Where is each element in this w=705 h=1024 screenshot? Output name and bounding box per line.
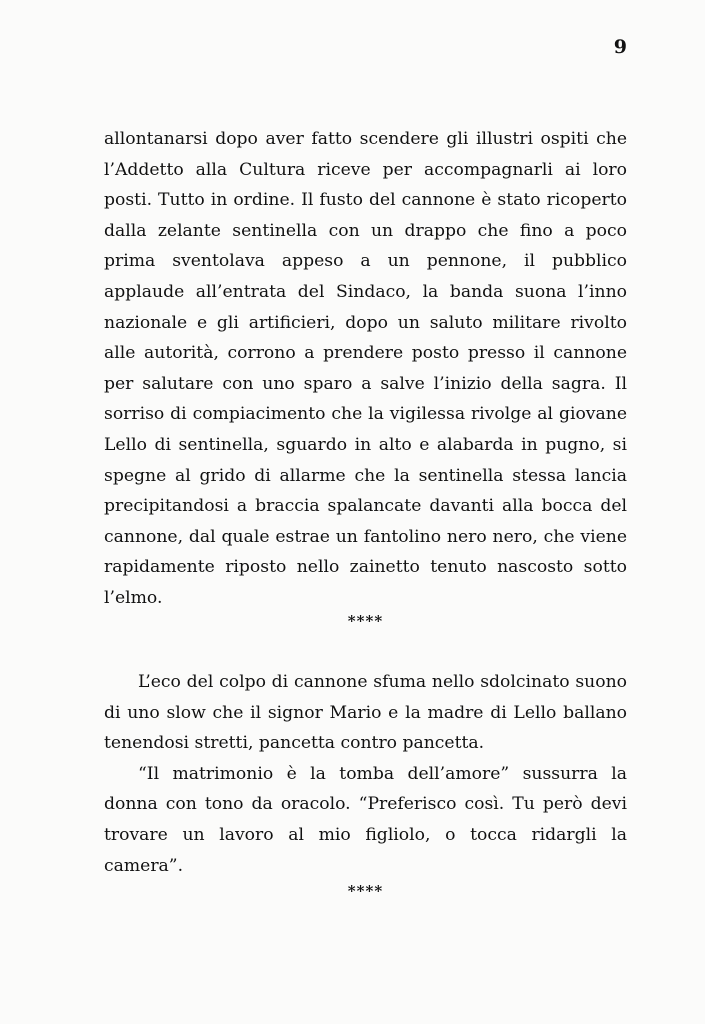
paragraph: “Il matrimonio è la tomba dell’amore” sussurra la donna con tono da oracolo. “Preferisco così. Tu però devi trovare un lavoro al mio figliolo, o tocca ridargli la camera”. — [104, 763, 627, 876]
text-block-bottom — [104, 667, 627, 881]
paragraph: allontanarsi dopo aver fatto scendere gli illustri ospiti che l’Addetto alla Cultura riceve per accompagnarli ai loro posti. Tutto in ordine. Il fusto del cannone è stato ricoperto dalla zelante sentinella con un drappo che fino a poco prima sventolava appeso a un pennone, il pubblico applaude all’entrata del Sindaco, la banda suona l’inno nazionale e gli artificieri, dopo un saluto militare rivolto alle autorità, corrono a prendere posto presso il cannone per salutare con uno sparo a salve l’inizio della sagra. Il sorriso di compiacimento che la vigilessa rivolge al giovane Lello di sentinella, sguardo in alto e alabarda in pugno, si spegne al grido di allarme che la sentinella stessa lancia precipitandosi a braccia spalancate davanti alla bocca del cannone, dal quale estrae un fantolino nero nero, che viene rapidamente riposto nello zainetto tenuto nascosto sotto l’elmo. — [104, 129, 627, 608]
page-number: 9 — [613, 36, 627, 58]
section-separator: **** — [347, 882, 384, 900]
paragraph: L’eco del colpo di cannone sfuma nello sdolcinato suono di uno slow che il signor Mario e la madre di Lello ballano tenendosi stretti, pancetta contro pancetta. — [104, 672, 627, 754]
text-block-top — [104, 124, 627, 614]
section-separator: **** — [347, 612, 384, 630]
